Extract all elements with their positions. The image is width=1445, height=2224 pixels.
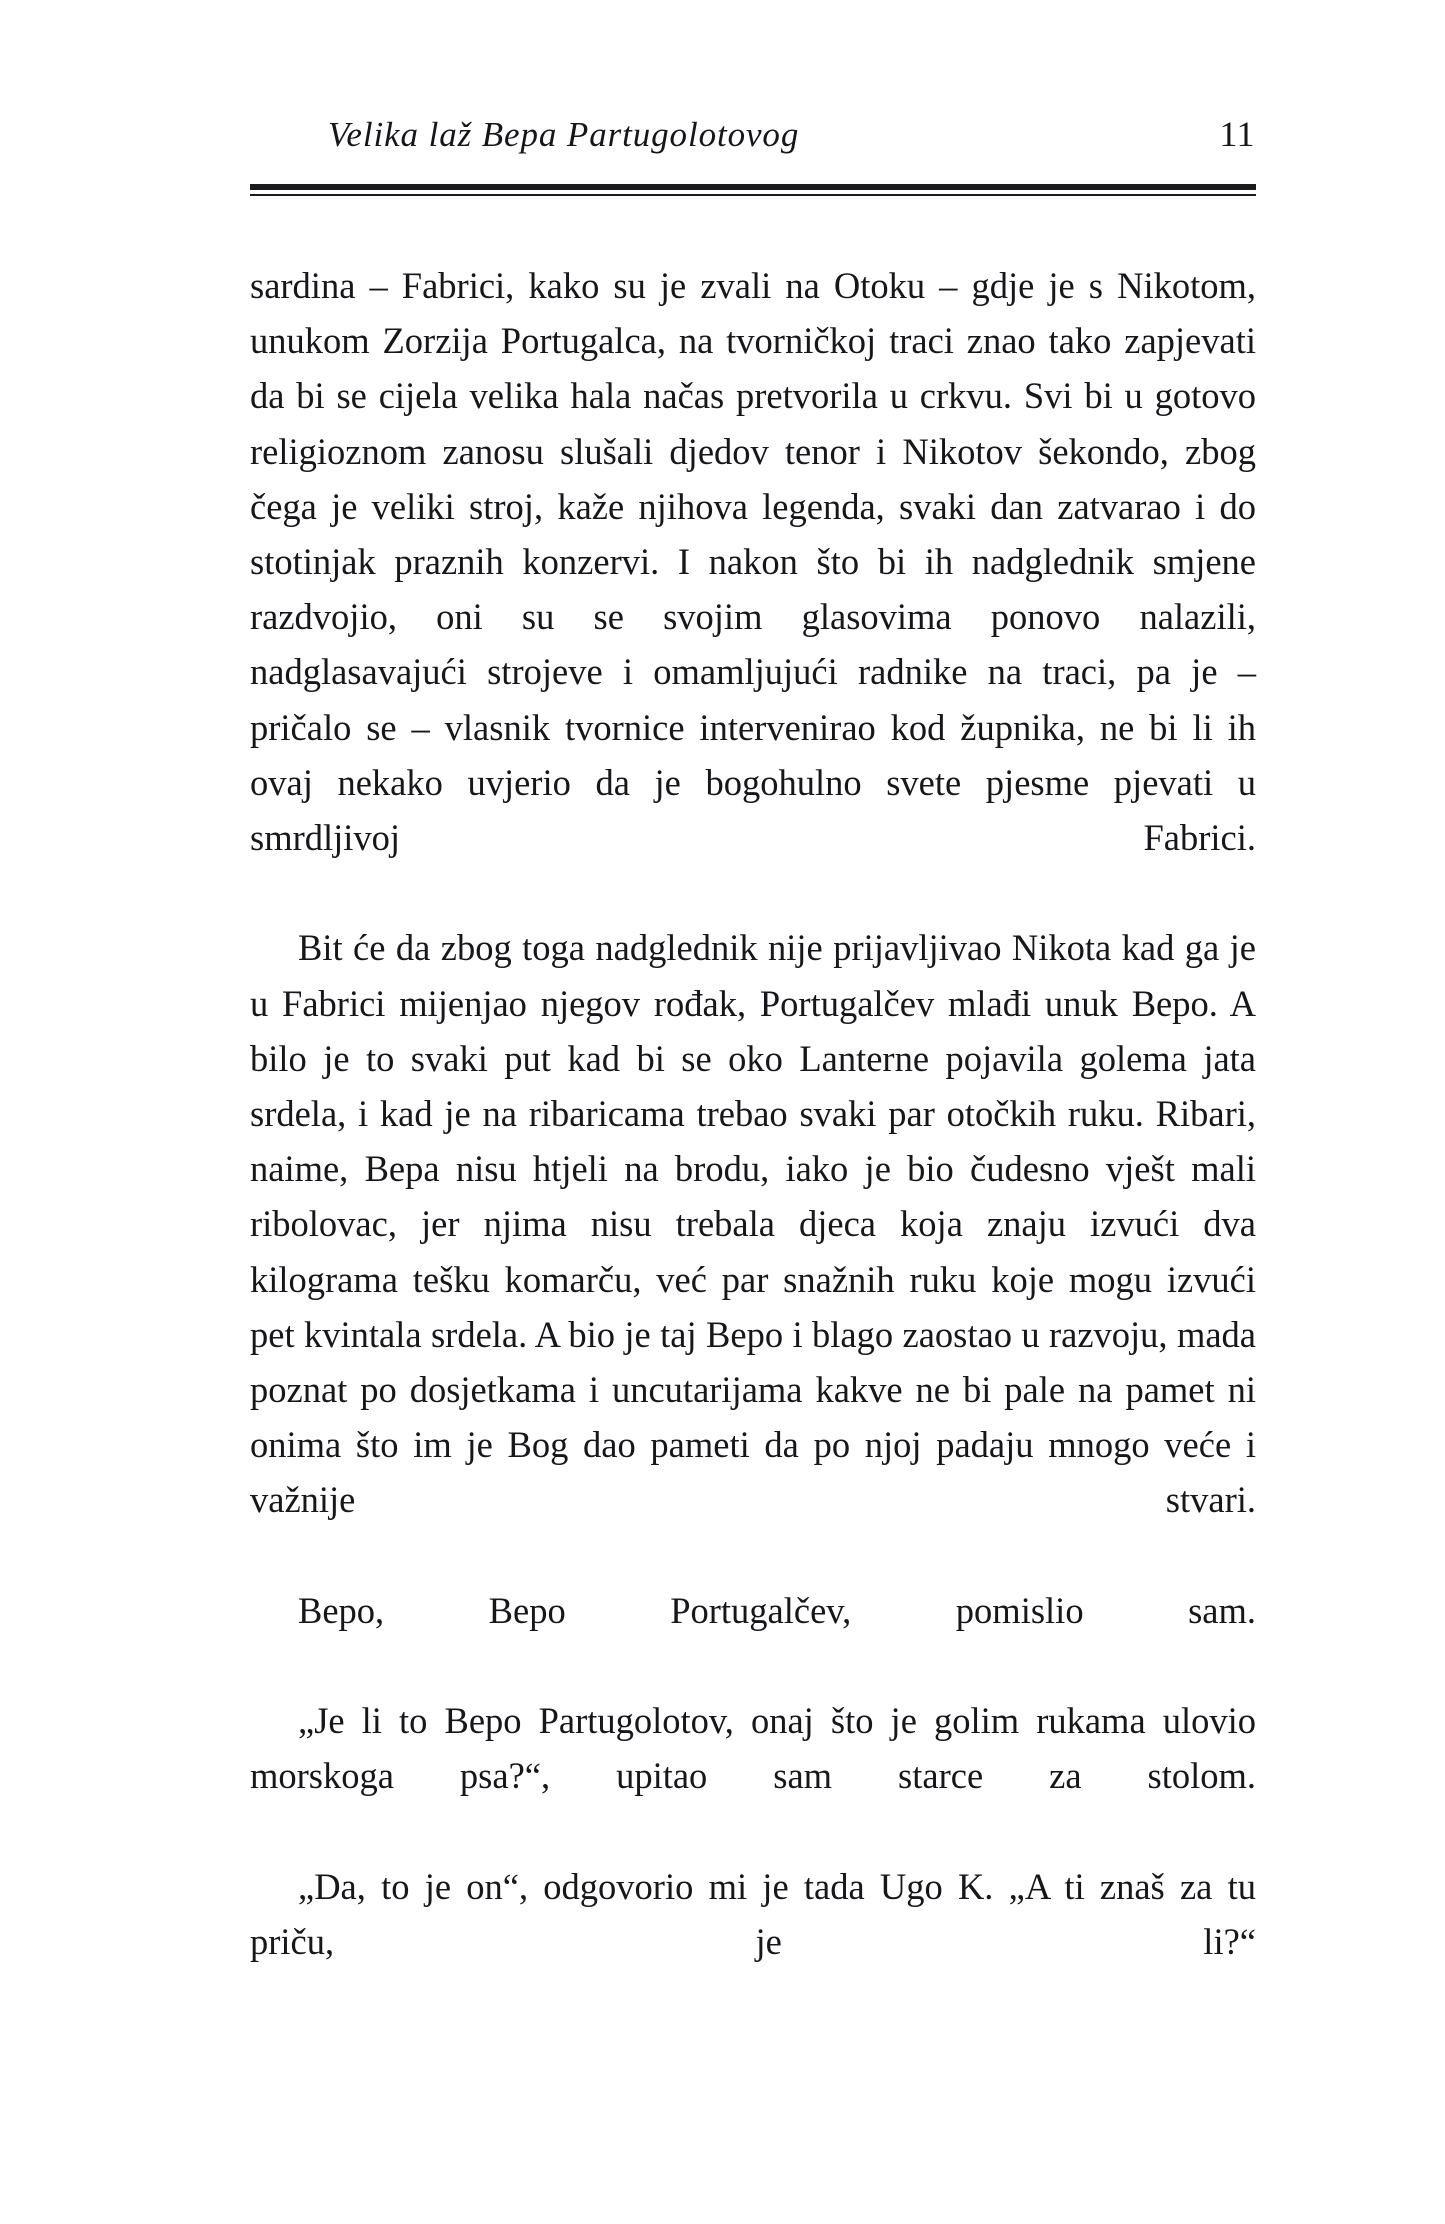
- paragraph: Bepo, Bepo Portugalčev, pomislio sam.: [298, 1589, 1256, 1631]
- paragraph: „Da, to je on“, odgovorio mi je tada Ugo K. „A ti znaš za tu priču, je li?“: [250, 1865, 1256, 1963]
- paragraph: sardina – Fabrici, kako su je zvali na Otoku – gdje je s Nikotom, unukom Zorzija Portugalca, na tvorničkoj traci znao tako zapjevati da bi se cijela velika hala načas pretvorila u crkvu. Svi bi u gotovo religioznom zanosu slušali djedov tenor i Nikotov šekondo, zbog čega je veliki stroj, kaže njihova legenda, svaki dan zatvarao i do stotinjak praznih konzervi. I nakon što bi ih nadglednik smjene razdvojio, oni su se svojim glasovima ponovo nalazili, nadglasavajući strojeve i omamljujući radnike na traci, pa je – pričalo se – vlasnik tvornice intervenirao kod župnika, ne bi li ih ovaj nekako uvjerio da je bogohulno svete pjesme pjevati u smrdljivoj Fabrici.: [250, 265, 1256, 859]
- paragraph: „Je li to Bepo Partugolotov, onaj što je golim rukama ulovio morskoga psa?“, upitao sam starce za stolom.: [250, 1700, 1256, 1797]
- paragraph: Bit će da zbog toga nadglednik nije prijavljivao Nikota kad ga je u Fabrici mijenjao njegov rođak, Portugalčev mlađi unuk Bepo. A bilo je to svaki put kad bi se oko Lanterne pojavila golema jata srdela, i kad je na ribaricama trebao svaki par otočkih ruku. Ribari, naime, Bepa nisu htjeli na brodu, iako je bio čudesno vješt mali ribolovac, jer njima nisu trebala djeca koja znaju izvući dva kilograma tešku komarču, već par snažnih ruku koje mogu izvući pet kvintala srdela. A bio je taj Bepo i blago zaostao u razvoju, mada poznat po dosjetkama i uncutarijama kakve ne bi pale na pamet ni onima što im je Bog dao pameti da po njoj padaju mnogo veće i važnije stvari.: [250, 927, 1256, 1521]
- header-rule-thin: [250, 194, 1256, 196]
- header-double-rule: [250, 184, 1256, 196]
- page-number: 11: [1219, 114, 1255, 154]
- running-head-title: Velika laž Bepa Partugolotovog: [328, 115, 800, 154]
- body-text: [250, 258, 1256, 2025]
- running-head: [250, 112, 1255, 172]
